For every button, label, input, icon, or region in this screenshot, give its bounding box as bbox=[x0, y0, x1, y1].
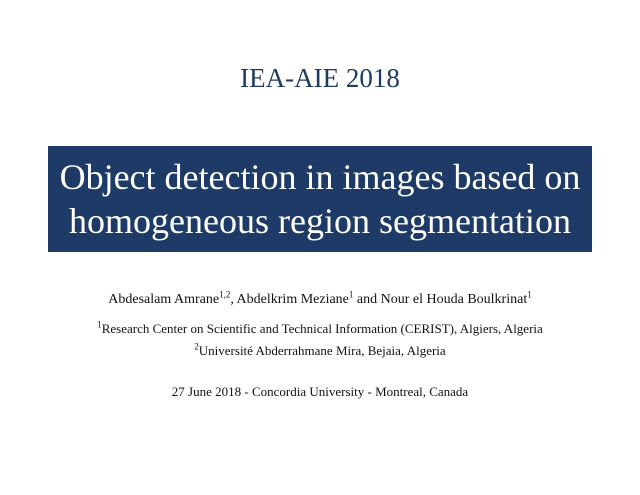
conference-name: IEA-AIE 2018 bbox=[240, 63, 400, 93]
affiliation-1 bbox=[0, 320, 640, 338]
affiliation-2 bbox=[0, 342, 640, 360]
author-separator: , bbox=[230, 292, 237, 307]
author-name: Abdelkrim Meziane bbox=[236, 292, 349, 307]
affiliation-text: Research Center on Scientific and Technical Information (CERIST), Algiers, Algeria bbox=[101, 321, 543, 336]
affiliation-text: Université Abderrahmane Mira, Bejaia, Algeria bbox=[198, 343, 446, 358]
author-affiliation-marker: 1,2 bbox=[219, 289, 231, 300]
author-name: Nour el Houda Boulkrinat bbox=[380, 292, 528, 307]
title-line-2: homogeneous region segmentation bbox=[69, 201, 571, 241]
author-separator: and bbox=[353, 292, 381, 307]
title-line-1: Object detection in images based on bbox=[59, 157, 581, 197]
affiliation-number: 2 bbox=[194, 341, 199, 352]
affiliation-number: 1 bbox=[97, 319, 102, 330]
title-banner bbox=[48, 146, 592, 252]
date-venue: 27 June 2018 - Concordia University - Montreal, Canada bbox=[171, 384, 469, 399]
author-name: Abdesalam Amrane bbox=[108, 292, 220, 307]
author-affiliation-marker: 1 bbox=[348, 289, 354, 300]
author-list bbox=[0, 291, 640, 309]
author-affiliation-marker: 1 bbox=[527, 289, 532, 300]
